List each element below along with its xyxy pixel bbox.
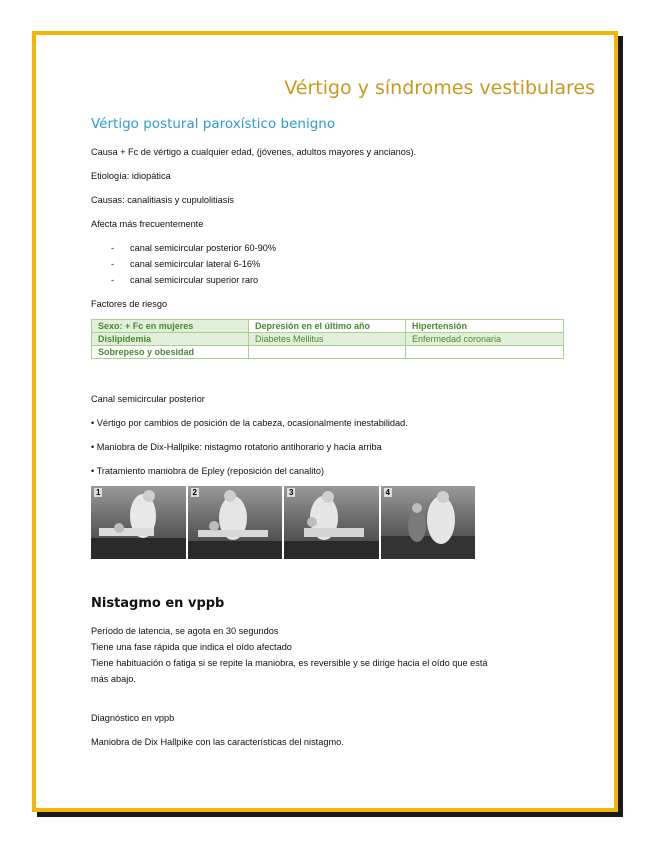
table-cell: [406, 346, 564, 359]
causas-text: Causas: canalitiasis y cupulolitiasis: [91, 195, 234, 205]
list-item-text: canal semicircular lateral 6-16%: [130, 259, 261, 269]
causa-text: Causa + Fc de vértigo a cualquier edad, (jóvenes, adultos mayores y ancianos).: [91, 147, 417, 157]
etiologia-text: Etiología: idiopática: [91, 171, 171, 181]
table-cell: [249, 346, 406, 359]
step-number: 1: [96, 488, 101, 497]
patient-figure-icon: [188, 486, 283, 559]
table-cell: Sobrepeso y obesidad: [92, 346, 249, 359]
epley-maneuver-photo-strip: [91, 486, 475, 559]
table-row: [92, 320, 564, 333]
patient-figure-icon: [284, 486, 379, 559]
table-cell: Dislipidemia: [92, 333, 249, 346]
step-number: 2: [192, 488, 197, 497]
step-number: 3: [289, 488, 294, 497]
nistagmo-line: Tiene habituación o fatiga si se repite la maniobra, es reversible y se dirige hacia el oído que está: [91, 658, 488, 668]
nistagmo-line: Período de latencia, se agota en 30 segundos: [91, 626, 279, 636]
section-heading-nistagmo: Nistagmo en vppb: [91, 596, 225, 611]
list-item-text: canal semicircular posterior 60-90%: [130, 243, 277, 253]
afecta-text: Afecta más frecuentemente: [91, 219, 204, 229]
bullet-item: • Tratamiento maniobra de Epley (reposición del canalito): [91, 466, 325, 476]
page-title: Vértigo y síndromes vestibulares: [284, 77, 595, 99]
bullet-item: • Maniobra de Dix-Hallpike: nistagmo rotatorio antihorario y hacia arriba: [91, 442, 382, 452]
table-cell: Enfermedad coronaria: [406, 333, 564, 346]
nistagmo-line: Tiene una fase rápida que indica el oído afectado: [91, 642, 292, 652]
diagnostico-text: Maniobra de Dix Hallpike con las características del nistagmo.: [91, 737, 344, 747]
factores-label: Factores de riesgo: [91, 299, 168, 309]
step-number: 4: [385, 488, 390, 497]
maneuver-step-photo: [188, 486, 283, 559]
table-cell: Sexo: + Fc en mujeres: [92, 320, 249, 333]
list-item: - canal semicircular superior raro: [111, 275, 259, 285]
risk-factors-table: [91, 319, 564, 359]
bullet-item: • Vértigo por cambios de posición de la cabeza, ocasionalmente inestabilidad.: [91, 418, 408, 428]
section-heading-vppb: Vértigo postural paroxístico benigno: [91, 116, 336, 132]
diagnostico-label: Diagnóstico en vppb: [91, 713, 175, 723]
nistagmo-line: más abajo.: [91, 674, 136, 684]
table-cell: Diabetes Mellitus: [249, 333, 406, 346]
maneuver-step-photo: [284, 486, 379, 559]
list-item: - canal semicircular posterior 60-90%: [111, 243, 277, 253]
patient-figure-icon: [381, 486, 476, 559]
table-cell: Hipertensión: [406, 320, 564, 333]
list-item-text: canal semicircular superior raro: [130, 275, 259, 285]
maneuver-step-photo: [91, 486, 186, 559]
list-item: - canal semicircular lateral 6-16%: [111, 259, 261, 269]
table-row: [92, 346, 564, 359]
maneuver-step-photo: [381, 486, 476, 559]
table-row: [92, 333, 564, 346]
patient-figure-icon: [91, 486, 186, 559]
table-cell: Depresión en el último año: [249, 320, 406, 333]
posterior-label: Canal semicircular posterior: [91, 394, 205, 404]
